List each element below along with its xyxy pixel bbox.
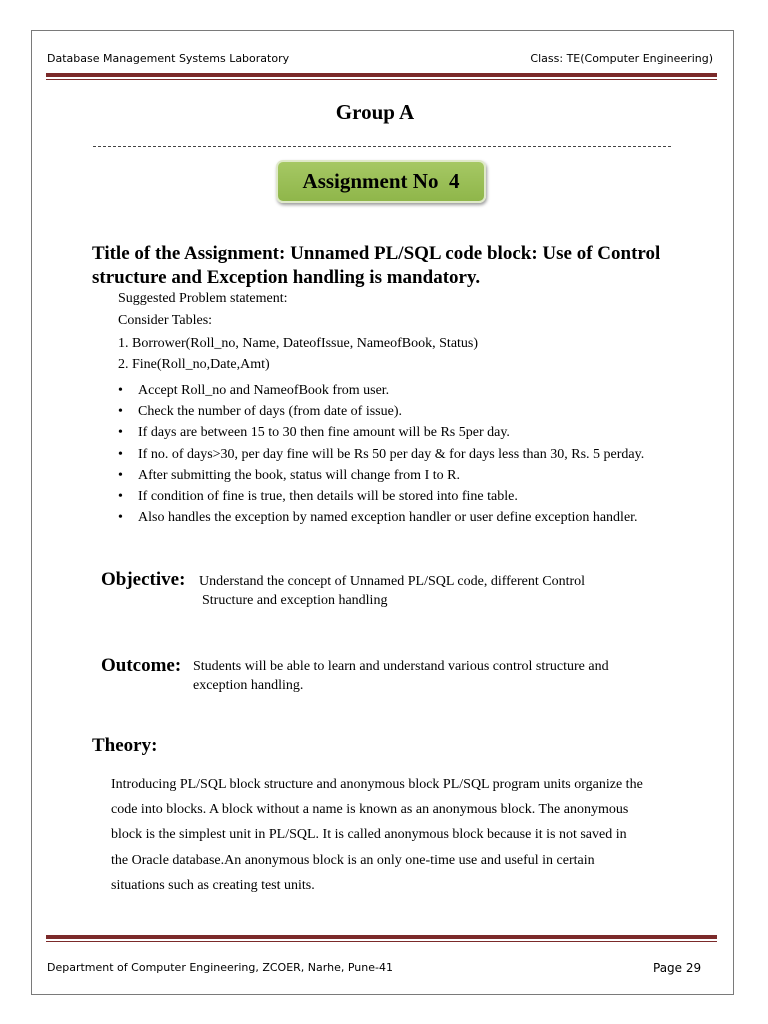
footer-page-number: Page 29: [653, 961, 702, 975]
footer-rule-thin: [46, 941, 717, 942]
header-course-name: Database Management Systems Laboratory: [47, 52, 290, 65]
list-item: • Check the number of days (from date of issue).: [118, 401, 644, 422]
header-rule: [46, 73, 717, 77]
list-item: • If days are between 15 to 30 then fine amount will be Rs 5per day.: [118, 422, 644, 443]
header-class: Class: TE(Computer Engineering): [530, 52, 713, 65]
list-item: • If condition of fine is true, then details will be stored into fine table.: [118, 486, 644, 507]
objective-text-line-1: Understand the concept of Unnamed PL/SQL code, different Control: [199, 574, 586, 589]
list-item: • Accept Roll_no and NameofBook from user.: [118, 380, 644, 401]
problem-bullet-list: [118, 380, 644, 528]
theory-line: Introducing PL/SQL block structure and anonymous block PL/SQL program units organize the: [111, 777, 643, 792]
outcome-text-line-1: Students will be able to learn and understand various control structure and: [193, 659, 609, 674]
assignment-title-line-2: structure and Exception handling is mandatory.: [92, 267, 481, 288]
bullet-icon: •: [118, 425, 123, 441]
list-item: • Also handles the exception by named exception handler or user define exception handler.: [118, 507, 644, 528]
dashed-divider: [93, 146, 671, 147]
outcome-text-line-2: exception handling.: [193, 678, 304, 693]
theory-line: situations such as creating test units.: [111, 878, 315, 893]
theory-line: the Oracle database.An anonymous block is an only one-time use and useful in certain: [111, 853, 595, 868]
theory-line: block is the simplest unit in PL/SQL. It is called anonymous block because it is not saved in: [111, 827, 627, 842]
bullet-icon: •: [118, 510, 123, 526]
bullet-icon: •: [118, 383, 123, 398]
bullet-icon: •: [118, 446, 123, 462]
list-item: • After submitting the book, status will change from I to R.: [118, 465, 644, 486]
problem-heading: Suggested Problem statement:: [118, 291, 288, 306]
list-item: • If no. of days>30, per day fine will be Rs 50 per day & for days less than 30, Rs. 5 perday.: [118, 444, 644, 465]
group-title: Group A: [335, 100, 415, 124]
bullet-icon: •: [118, 488, 123, 504]
assignment-number-badge: Assignment No 4: [276, 160, 486, 203]
header-rule-thin: [46, 79, 717, 80]
outcome-label: Outcome:: [101, 655, 182, 676]
theory-label: Theory:: [92, 735, 158, 756]
footer-rule: [46, 935, 717, 939]
bullet-icon: •: [118, 467, 123, 483]
objective-text-line-2: Structure and exception handling: [202, 593, 388, 608]
theory-line: code into blocks. A block without a name is known as an anonymous block. The anonymous: [111, 802, 629, 817]
footer-department: Department of Computer Engineering, ZCOER, Narhe, Pune-41: [47, 961, 393, 974]
table-borrower: 1. Borrower(Roll_no, Name, DateofIssue, NameofBook, Status): [118, 336, 479, 351]
objective-label: Objective:: [101, 569, 186, 590]
bullet-icon: •: [118, 404, 123, 420]
table-fine: 2. Fine(Roll_no,Date,Amt): [118, 357, 270, 372]
assignment-title-line-1: Title of the Assignment: Unnamed PL/SQL code block: Use of Control: [92, 243, 661, 264]
consider-tables-label: Consider Tables:: [118, 313, 213, 328]
